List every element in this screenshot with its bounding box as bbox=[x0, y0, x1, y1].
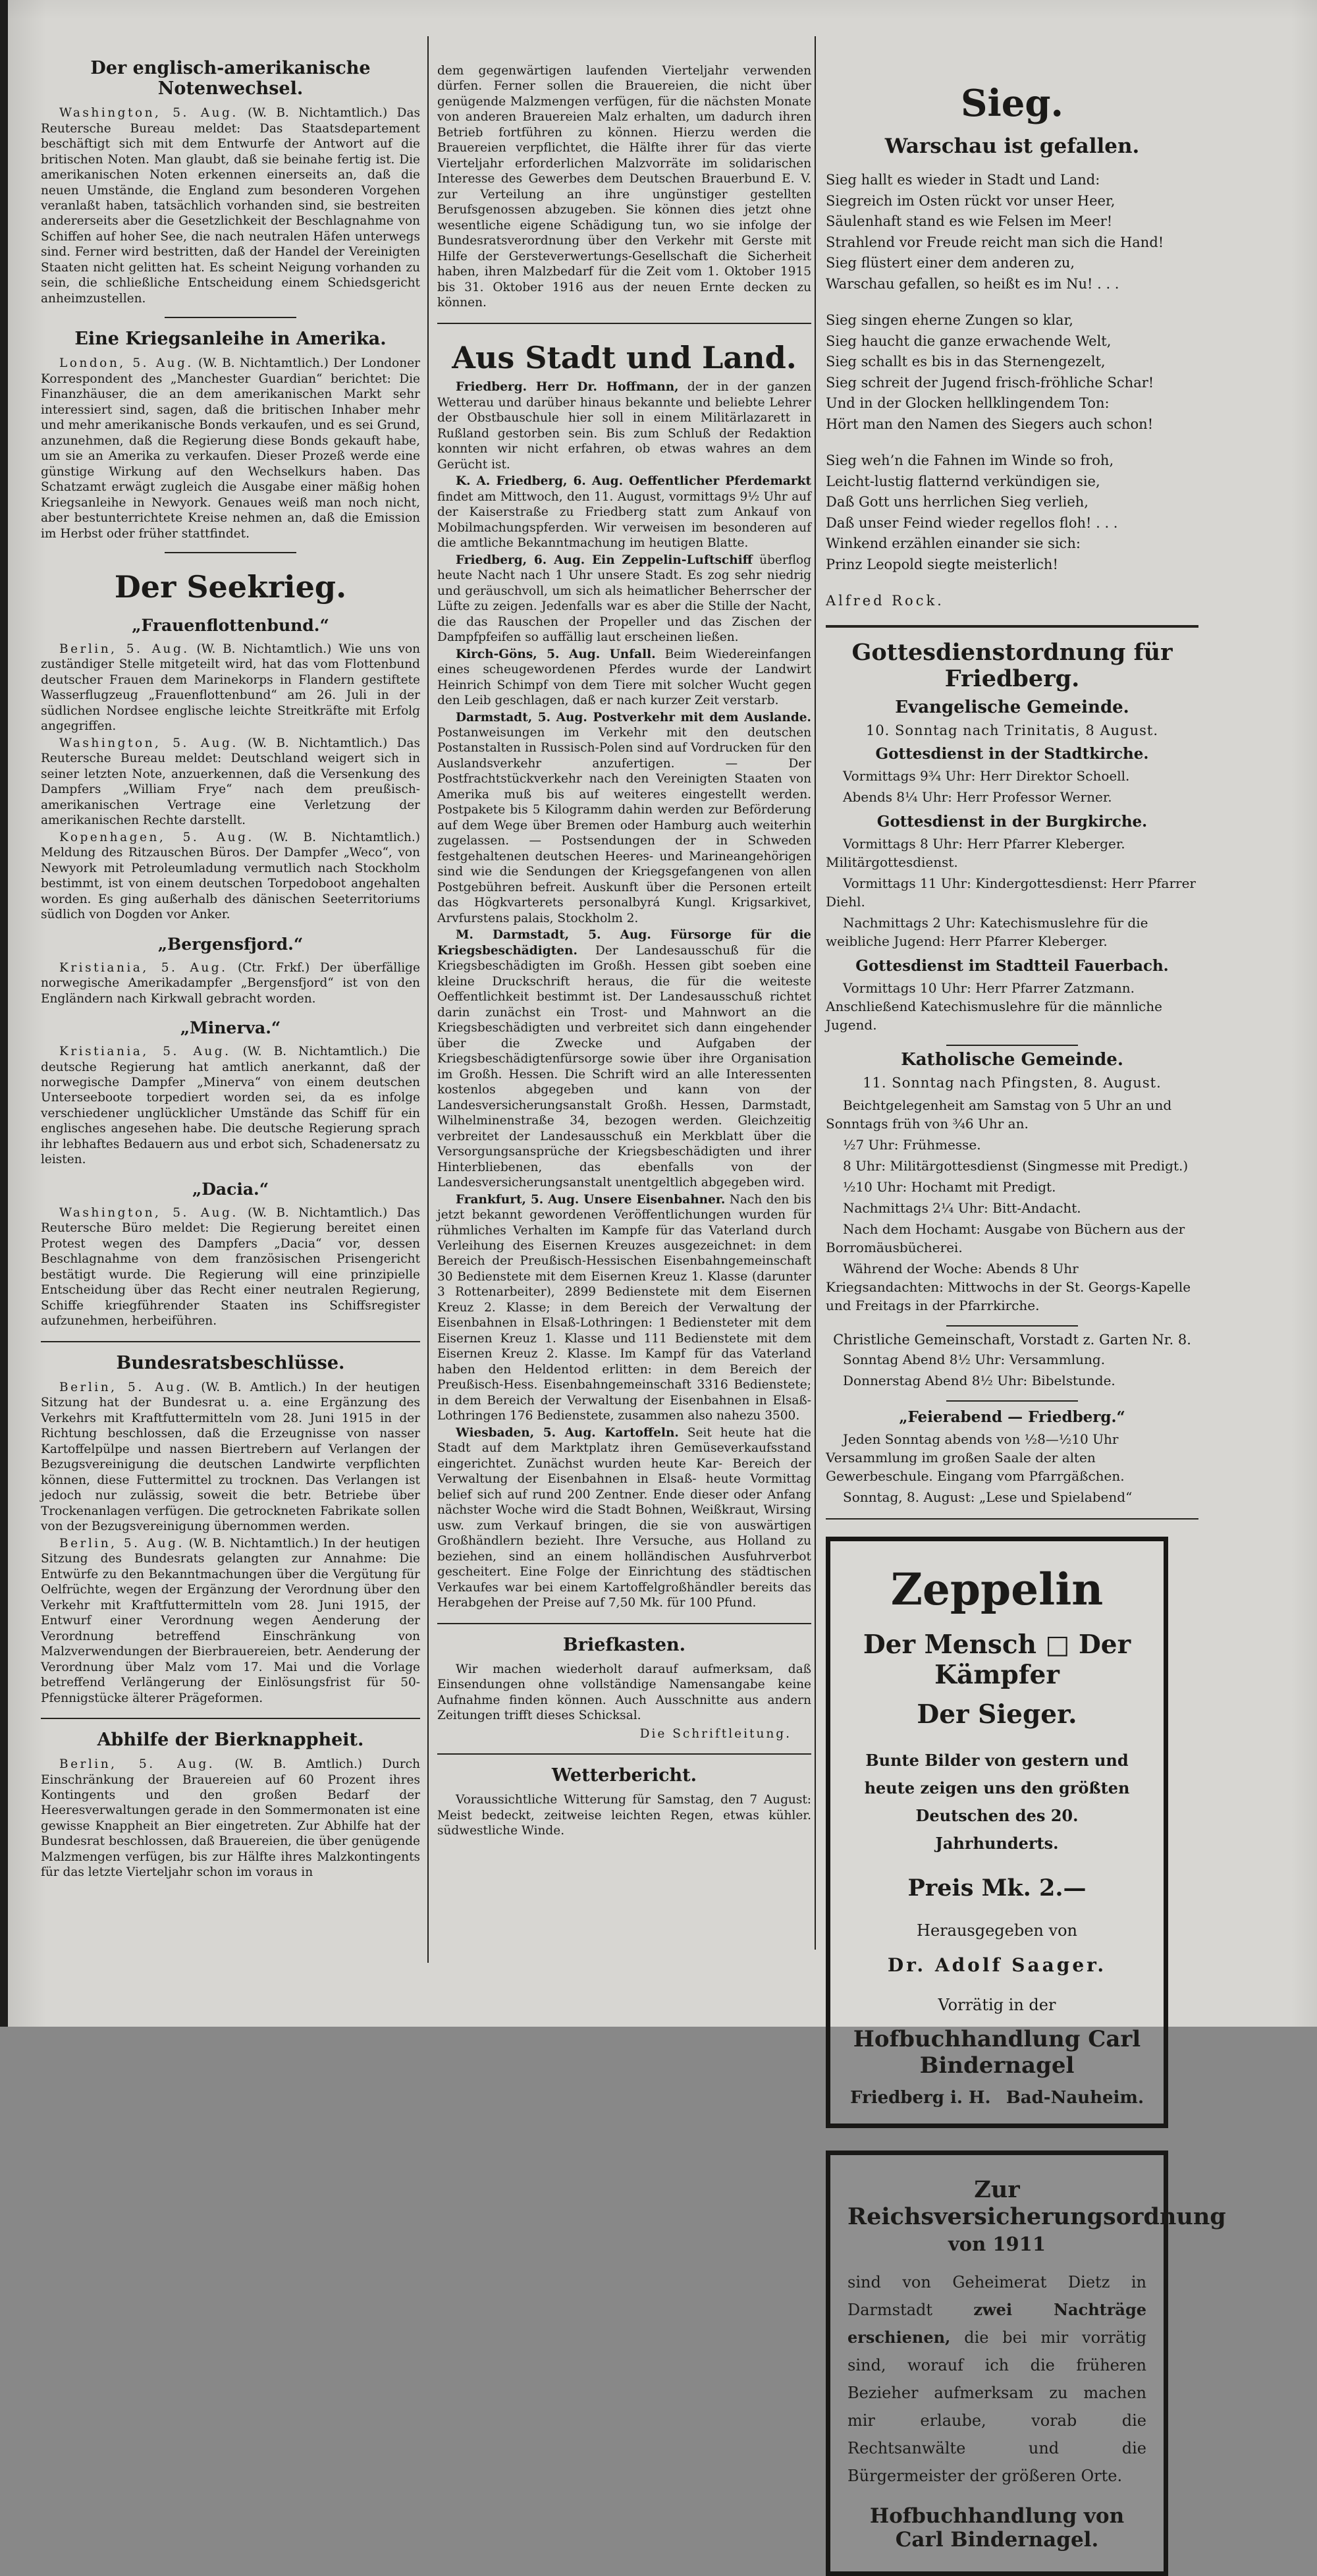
separator-rule bbox=[437, 323, 811, 324]
poem-line: Strahlend vor Freude reicht man sich die Hand! bbox=[826, 234, 1164, 250]
paragraph-text: (W. B. Nichtamtlich.) Wie uns von zuständiger Stelle mitgeteilt wird, hat das vom Flottenbund deutscher Frauen dem Marinekorps in Flandern gestiftete Wasserflugzeug „Frauenflottenbund“ am 26. Juli in der südlichen Nordsee englische leichte Streitkräfte mit Erfolg angegriffen. bbox=[41, 642, 420, 734]
separator-rule bbox=[165, 317, 296, 318]
dateline: Kristiania, 5. Aug. bbox=[59, 1045, 231, 1059]
sub-heading: Gottesdienst in der Burgkirche. bbox=[876, 813, 1148, 831]
article-paragraph bbox=[41, 642, 420, 734]
paragraph-text: (W. B. Amtlich.) Durch Einschränkung der Brauereien auf 60 Prozent ihres Kontingents und den großen Bedarf der Heeresverwaltungen gerade in den Sommermonaten ist eine gewisse Knappheit an Bier eingetreten. Zur Abhilfe hat der Bundesrat beschlossen, daß Brauereien, die über genügende Malzmengen verfügen, bis zur Hälfte ihres Malzkontingents für das letzte Vierteljahr schon im voraus in bbox=[41, 1757, 420, 1880]
ad-author: Dr. Adolf Saager. bbox=[887, 1954, 1107, 1976]
bold-lead: Darmstadt, 5. Aug. Postverkehr mit dem Auslande. bbox=[456, 710, 811, 725]
article-paragraph bbox=[437, 1425, 811, 1611]
article-paragraph bbox=[41, 830, 420, 923]
community-line: Christliche Gemeinschaft, Vorstadt z. Garten Nr. 8. bbox=[833, 1332, 1191, 1348]
poem-subtitle: Warschau ist gefallen. bbox=[884, 134, 1140, 158]
sub-heading: „Dacia.“ bbox=[192, 1179, 269, 1199]
article-paragraph: Voraussichtliche Witterung für Samstag, den 7 August: Meist bedeckt, zeitweise leichten Regen, etwas kühler. südwestliche Winde. bbox=[437, 1793, 811, 1838]
separator-rule bbox=[946, 1325, 1078, 1327]
section-heading: Aus Stadt und Land. bbox=[452, 339, 797, 375]
ad-zeppelin-book bbox=[826, 1537, 1168, 2128]
dateline: Washington, 5. Aug. bbox=[59, 736, 238, 750]
separator-rule bbox=[826, 1518, 1198, 1520]
article-heading: Briefkasten. bbox=[562, 1634, 686, 1655]
paragraph-text: Beim Wiedereinfangen eines scheugewordenen Pferdes wurde der Landwirt Heinrich Schimpf von dem Tiere mit solcher Wucht gegen den Leib geschlagen, daß er nach kurzer Zeit verstarb. bbox=[437, 647, 811, 708]
paragraph-text: (W. B. Nichtamtlich.) Das Reutersche Bureau meldet: Deutschland weigert sich in seiner letzten Note, anzuerkennen, daß die Versenkung des Dampfers „William Frye“ nach dem preußisch-amerikanischen Vertrage eine Verletzung der amerikanischen Rechte darstellt. bbox=[41, 736, 420, 828]
separator-rule bbox=[946, 1400, 1078, 1402]
signature: Die Schriftleitung. bbox=[639, 1726, 792, 1741]
paragraph-text: (W. B. Amtlich.) In der heutigen Sitzung hat der Bundesrat u. a. eine Ergänzung des Verkehrs mit Kraftfuttermitteln vom 28. Juni 1915 in der Richtung beschlossen, daß die Erzeugnisse von nasser Kartoffelpülpe und nassen Biertrebern auf Verlangen der Bezugsvereinigung die deutschen Landwirte verpflichten können, diese Futtermittel zu trocknen. Das Verlangen ist jedoch nur zulässig, soweit die betr. Betriebe über Trockenanlagen verfügen. Die getrockneten Fabrikate sollen von der Bezugsvereinigung übernommen werden. bbox=[41, 1380, 420, 1534]
service-line: Vormittags 8 Uhr: Herr Pfarrer Kleberger. Militärgottesdienst. bbox=[826, 836, 1125, 870]
poem-stanza bbox=[826, 310, 1198, 435]
sub-heading: „Minerva.“ bbox=[180, 1018, 281, 1038]
ad-location: Friedberg i. H. bbox=[850, 2088, 991, 2108]
article-paragraph bbox=[437, 710, 811, 927]
poem-line: Sieg schallt es bis in das Sternengezelt, bbox=[826, 354, 1106, 370]
column-divider-left bbox=[427, 36, 429, 1963]
service-line: ½10 Uhr: Hochamt mit Predigt. bbox=[843, 1179, 1056, 1195]
ad-title: Zur Reichsversicherungsordnung bbox=[847, 2176, 1226, 2230]
article-paragraph bbox=[437, 474, 811, 551]
ad-reichsversicherung bbox=[826, 2151, 1226, 2576]
victory-poem bbox=[826, 82, 1198, 612]
service-line: ½7 Uhr: Frühmesse. bbox=[843, 1137, 981, 1153]
continuation-paragraph: dem gegenwärtigen laufenden Vierteljahr verwenden dürfen. Ferner sollen die Brauereien, die nicht über genügende Malzmengen verfügen, für die nächsten Monate von anderen Brauereien Malz erhalten, um dadurch ihren Betrieb fortführen zu können. Hierzu werden die Brauereien verpflichtet, die Hälfte ihrer für das vierte Vierteljahr erforderlichen Malzvorräte im solidarischen Interesse des Gewerbes dem Deutschen Brauerbund E. V. zur Verteilung an ihre ungünstiger gestellten Berufsgenossen abzugeben. Sie können dies jetzt ohne wesentliche eigene Schädigung tun, wo sie infolge der Bundesratsverordnung über den Verkehr mit Gerste mit Hilfe der Gersteverwertungs-Gesellschaft die Sicherheit haben, ihren Malzbedarf für die Zeit vom 1. Oktober 1915 bis 31. Oktober 1916 aus der neuen Ernte decken zu können. bbox=[437, 64, 811, 310]
ad-title: Zeppelin bbox=[890, 1564, 1104, 1615]
article-heading: Wetterbericht. bbox=[551, 1765, 697, 1786]
article-heading: Abhilfe der Bierknappheit. bbox=[97, 1729, 364, 1750]
article-paragraph bbox=[41, 1380, 420, 1535]
dateline: Berlin, 5. Aug. bbox=[59, 642, 190, 656]
poem-line: Leicht-lustig flatternd verkündigen sie, bbox=[826, 473, 1100, 489]
service-line: Während der Woche: Abends 8 Uhr Kriegsandachten: Mittwochs in der St. Georgs-Kapelle und Freitags in der Pfarrkirche. bbox=[826, 1261, 1191, 1313]
bold-lead: Frankfurt, 5. Aug. Unsere Eisenbahner. bbox=[456, 1192, 726, 1207]
article-paragraph bbox=[437, 553, 811, 645]
ad-shop-name: Hofbuchhandlung Carl Bindernagel bbox=[853, 2026, 1141, 2079]
community-line: Jeden Sonntag abends von ½8—½10 Uhr Versammlung im großen Saale der alten Gewerbeschule. Eingang vom Pfarrgäßchen. bbox=[826, 1431, 1125, 1484]
paragraph-text: (Ctr. Frkf.) Der überfällige norwegische Amerikadampfer „Bergensfjord“ ist von den Engländern nach Kirkwall gebracht worden. bbox=[41, 960, 420, 1006]
community-line: Donnerstag Abend 8½ Uhr: Bibelstunde. bbox=[843, 1373, 1115, 1388]
paragraph-text: (W. B. Nichtamtlich.) Das Reutersche Bureau meldet: Das Staatsdepartement beschäftigt sich mit dem Entwurfe der Antwort auf die britischen Noten. Man glaubt, daß sie beinahe fertig ist. Die amerikanischen Noten erkennen einerseits an, daß die neuen Umstände, die England zum besonderen Vorgehen veranlaßt haben, tatsächlich vorhanden sind, sie bestreiten andererseits aber die Gesetzlichkeit der Beschlagnahme von Schiffen auf hoher See, die nach neutralen Häfen unterwegs sind. Ferner wird bestritten, daß der Handel der Vereinigten Staaten nicht gelitten hat. Es scheint Neigung vorhanden zu sein, die schließliche Entscheidung einem Schiedsgericht anheimzustellen. bbox=[41, 106, 420, 306]
article-paragraph bbox=[41, 1205, 420, 1329]
service-line: Nachmittags 2¼ Uhr: Bitt-Andacht. bbox=[843, 1200, 1081, 1216]
article-heading: Der englisch-amerikanische Notenwechsel. bbox=[90, 58, 371, 99]
dateline: Washington, 5. Aug. bbox=[59, 1205, 238, 1220]
poem-line: Sieg haucht die ganze erwachende Welt, bbox=[826, 333, 1112, 349]
ad-body-text: sind von Geheimerat Dietz in Darmstadt bbox=[847, 2273, 1146, 2319]
ad-shop-name: Hofbuchhandlung von Carl Bindernagel. bbox=[869, 2504, 1125, 2552]
sub-heading: „Frauenflottenbund.“ bbox=[132, 615, 329, 635]
ad-availability: Vorrätig in der bbox=[938, 1996, 1056, 2014]
poem-line: Daß Gott uns herrlichen Sieg verlieh, bbox=[826, 494, 1089, 510]
separator-rule bbox=[437, 1623, 811, 1624]
dateline: Kopenhagen, 5. Aug. bbox=[59, 830, 254, 844]
service-line: Nach dem Hochamt: Ausgabe von Büchern aus der Borromäusbücherei. bbox=[826, 1221, 1185, 1255]
separator-rule bbox=[946, 1045, 1078, 1046]
service-line: Vormittags 10 Uhr: Herr Pfarrer Zatzmann. Anschließend Katechismuslehre für die männliche Jugend. bbox=[826, 980, 1162, 1033]
paragraph-text: Der Landesausschuß für die Kriegsbeschädigten im Großh. Hessen gibt soeben eine kleine Druckschrift heraus, die für die weiteste Oeffentlichkeit bestimmt ist. Der Landesausschuß richtet darin zunächst ein Trost- und Mahnwort an die Kriegsbeschädigten und verbreitet sich dann eingehender über die Zwecke und Aufgaben der Kriegsbeschädigtenfürsorge sowie über ihre Organisation im Großh. Hessen. Die Schrift wird an alle Interessenten kostenlos abgegeben und kann von der Landesversicherungsanstalt Großh. Hessen, Darmstadt, Wilhelminenstraße 34, bezogen werden. Gleichzeitig verbreitet der Landesausschuß ein Merkblatt über die Versorgungsansprüche der Kriegsbeschädigten und ihrer Hinterbliebenen, das ebenfalls von der Landesversicherungsanstalt unentgeltlich abgegeben wird. bbox=[437, 943, 811, 1190]
paragraph-text: überflog heute Nacht nach 1 Uhr unsere Stadt. Es zog sehr niedrig und geräuschvoll, um sich als heimatlicher Beherrscher der Lüfte zu zeigen. Jedenfalls war es aber die Stille der Nacht, die das Rauschen der Propeller und das Zischen der Dampfpfeifen so auffällig laut erscheinen ließen. bbox=[437, 553, 811, 645]
article-heading: Eine Kriegsanleihe in Amerika. bbox=[74, 329, 387, 350]
paragraph-text: (W. B. Nichtamtlich.) Das Reutersche Büro meldet: Die Regierung bereitet einen Protest wegen des Dampfers „Dacia“ vor, dessen Beschlagnahme von dem französischen Prisengericht bestätigt wurde. Die Regierung will eine prinzipielle Entscheidung über das Recht einer neutralen Regierung, Schiffe kriegführender Staaten ins Schiffsregister aufzunehmen, herbeiführen. bbox=[41, 1205, 420, 1329]
dateline: London, 5. Aug. bbox=[59, 356, 194, 371]
dateline: Berlin, 5. Aug. bbox=[59, 1380, 193, 1394]
poem-line: Sieg weh’n die Fahnen im Winde so froh, bbox=[826, 452, 1114, 468]
poem-stanza bbox=[826, 170, 1198, 294]
ad-publisher-label: Herausgegeben von bbox=[917, 1921, 1077, 1940]
article-paragraph bbox=[437, 647, 811, 709]
poem-title: Sieg. bbox=[961, 82, 1063, 125]
poem-line: Sieg schreit der Jugend frisch-fröhliche Schar! bbox=[826, 374, 1154, 391]
sub-heading: Gottesdienst in der Stadtkirche. bbox=[875, 745, 1149, 763]
ad-location: Bad-Nauheim. bbox=[1006, 2088, 1144, 2108]
separator-rule bbox=[41, 1341, 420, 1342]
schedule-date: 10. Sonntag nach Trinitatis, 8 August. bbox=[865, 723, 1159, 738]
poem-line: Winkend erzählen einander sie sich: bbox=[826, 535, 1081, 551]
poem-line: Prinz Leopold siegte meisterlich! bbox=[826, 556, 1058, 572]
sub-heading: „Bergensfjord.“ bbox=[157, 934, 304, 954]
article-paragraph bbox=[41, 960, 420, 1006]
article-paragraph bbox=[437, 927, 811, 1190]
sub-heading: Gottesdienst im Stadtteil Fauerbach. bbox=[855, 957, 1169, 975]
ad-locations bbox=[847, 2088, 1146, 2108]
paragraph-text: (W. B. Nichtamtlich.) Meldung des Ritzauschen Büros. Der Dampfer „Weco“, von Newyork mit Petroleumladung vermutlich nach Stockholm bestimmt, ist von einem deutschen Torpedoboot angehalten worden. Es ging außerhalb des dänischen Seeterritoriums südlich von Dogden vor Anker. bbox=[41, 830, 420, 922]
dateline: Berlin, 5. Aug. bbox=[59, 1536, 184, 1550]
article-paragraph bbox=[41, 356, 420, 541]
paragraph-text: der in der ganzen Wetterau und darüber hinaus bekannte und beliebte Lehrer der Obstbauschule hier soll in einem Militärlazarett in Rußland gestorben sein. Bis zum Schluß der Redaktion konnten wir nicht erfahren, ob etwas wahres an dem Gerücht ist. bbox=[437, 380, 812, 472]
poem-line: Daß unser Feind wieder regellos floh! . . . bbox=[826, 514, 1118, 531]
article-paragraph bbox=[41, 1536, 420, 1706]
paragraph-text: (W. B. Nichtamtlich.) In der heutigen Sitzung des Bundesrats gelangten zur Annahme: Die Entwürfe zu den Bekanntmachungen über die Vergütung für Oelfrüchte, wegen der Ergänzung der Verordnung über den Verkehr mit Kraftfuttermitteln vom 28. Juni 1915, der Entwurf einer Verordnung wegen Aenderung der Verordnung betreffend Einschränkung von Malzverwendungen der Bierbrauereien, betr. Aenderung der Verordnung über Malz vom 17. Mai und die Vorlage betreffend Verlängerung der Einlösungsfrist für 50-Pfennigstücke älterer Prägeformen. bbox=[41, 1536, 420, 1705]
ad-body bbox=[847, 2268, 1146, 2490]
separator-rule bbox=[826, 625, 1198, 628]
community-line: Sonntag Abend 8½ Uhr: Versammlung. bbox=[843, 1352, 1106, 1367]
poem-stanza bbox=[826, 451, 1198, 575]
ad-body-text: die bei mir vorrätig sind, worauf ich die früheren Bezieher aufmerksam zu machen mir erlaube, vorab die Rechtsanwälte und die Bürgermeister der größeren Orte. bbox=[847, 2328, 1146, 2485]
bold-lead: K. A. Friedberg, 6. Aug. Oeffentlicher Pferdemarkt bbox=[456, 474, 811, 489]
paragraph-text: (W. B. Nichtamtlich.) Die deutsche Regierung hat amtlich anerkannt, daß der norwegische Dampfer „Minerva“ von einem deutschen Unterseeboote torpediert worden sei, da es infolge verschiedener unglücklicher Umstände das Schiff für ein englisches angesehen habe. Die deutsche Regierung sprach ihr lebhaftes Bedauern aus und erbot sich, Schadenersatz zu leisten. bbox=[41, 1045, 420, 1167]
service-line: Abends 8¼ Uhr: Herr Professor Werner. bbox=[843, 789, 1112, 805]
article-paragraph: Wir machen wiederholt darauf aufmerksam, daß Einsendungen ohne vollständige Namensangabe keine Aufnahme finden können. Auch Ausschnitte aus andern Zeitungen trifft dieses Schicksal. bbox=[437, 1662, 811, 1723]
column-divider-right bbox=[815, 36, 816, 1950]
article-paragraph bbox=[41, 736, 420, 829]
service-line: Vormittags 9¾ Uhr: Herr Direktor Schoell. bbox=[843, 768, 1130, 784]
column-right bbox=[826, 78, 1226, 2576]
bold-lead: Friedberg. Herr Dr. Hoffmann, bbox=[456, 380, 679, 395]
paragraph-text: Nach den bis jetzt bekannt gewordenen Veröffentlichungen wurden für rühmliches Verhalten im Kampfe für das Vaterland durch Verleihung des Eisernen Kreuzes ausgezeichnet: in dem Bereich der Preußisch-Hessischen Eisenbahngemeinschaft 30 Bedienstete mit dem Eisernen Kreuz 1. Klasse (darunter 3 Rottenarbeiter), 2899 Bedienstete mit dem Eisernen Kreuz 2. Klasse; in dem Bereich der Verwaltung der Eisenbahnen in Elsaß-Lothringen: 1 Bediensteter mit dem Eisernen Kreuz 1. Klasse und 111 Bedienstete mit dem Eisernen Kreuz 2. Klasse. Im Kampf für das Vaterland haben den Heldentod erlitten: in dem Bereich der Preußisch-Hess. Eisenbahngemeinschaft 3316 Bedienstete; in dem Bereich der Verwaltung der Eisenbahnen in Elsaß-Lothringen 176 Bedienstete, zusammen also nahezu 3500. bbox=[437, 1192, 811, 1423]
article-heading: Bundesratsbeschlüsse. bbox=[116, 1352, 345, 1373]
article-paragraph bbox=[41, 1044, 420, 1168]
column-left bbox=[41, 58, 420, 1882]
bold-lead: Kirch-Göns, 5. Aug. Unfall. bbox=[456, 647, 656, 661]
ad-body: Bunte Bilder von gestern und heute zeigen uns den größten Deutschen des 20. Jahrhunderts. bbox=[864, 1751, 1130, 1853]
poem-line: Sieg hallt es wieder in Stadt und Land: bbox=[826, 172, 1100, 188]
service-line: Vormittags 11 Uhr: Kindergottesdienst: Herr Pfarrer Diehl. bbox=[826, 875, 1196, 910]
bold-lead: Friedberg, 6. Aug. Ein Zeppelin-Luftschiff bbox=[456, 553, 753, 567]
church-schedule-heading: Gottesdienstordnung für Friedberg. bbox=[851, 638, 1173, 692]
separator-rule bbox=[165, 552, 296, 553]
poem-line: Warschau gefallen, so heißt es im Nu! . . . bbox=[826, 275, 1119, 292]
ad-subtitle: Der Sieger. bbox=[917, 1699, 1077, 1730]
poem-line: Sieg flüstert einer dem anderen zu, bbox=[826, 255, 1075, 271]
sub-heading: Katholische Gemeinde. bbox=[901, 1050, 1123, 1070]
poem-line: Säulenhaft stand es wie Felsen im Meer! bbox=[826, 213, 1113, 229]
separator-rule bbox=[41, 1718, 420, 1719]
dateline: Washington, 5. Aug. bbox=[59, 106, 238, 121]
poem-line: Und in der Glocken hellklingendem Ton: bbox=[826, 395, 1110, 411]
bold-lead: Wiesbaden, 5. Aug. Kartoffeln. bbox=[456, 1425, 679, 1440]
section-heading: Der Seekrieg. bbox=[114, 569, 347, 605]
bold-lead: M. Darmstadt, 5. Aug. Fürsorge für die Kriegsbeschädigten. bbox=[437, 928, 811, 958]
sub-heading: „Feierabend — Friedberg.“ bbox=[899, 1408, 1125, 1426]
ad-bold-text: zwei Nachträge erschienen, bbox=[847, 2300, 1146, 2347]
article-paragraph bbox=[437, 379, 811, 472]
article-paragraph bbox=[41, 105, 420, 306]
service-line: Nachmittags 2 Uhr: Katechismuslehre für die weibliche Jugend: Herr Pfarrer Kleberger. bbox=[826, 915, 1148, 949]
article-paragraph bbox=[41, 1757, 420, 1880]
paragraph-text: findet am Mittwoch, den 11. August, vormittags 9½ Uhr auf der Kaiserstraße zu Friedberg statt zum Ankauf von Mobilmachungspferden. Wir verweisen im besonderen auf die amtliche Bekanntmachung im heutigen Blatte. bbox=[437, 489, 811, 551]
ad-subtitle: von 1911 bbox=[948, 2233, 1046, 2255]
paragraph-text: Postanweisungen im Verkehr mit den deutschen Postanstalten in Russisch-Polen sind auf Vordrucken für den Auslandsverkehr anzufertigen. — Der Postfrachtstückverkehr nach den Vereinigten Staaten von Amerika muß bis auf weiteres eingestellt werden. Postpakete bis 5 Kilogramm dahin werden zur Beförderung auf dem Wege über Bremen oder Hamburg auch weiterhin zugelassen. — Postsendungen der in Schweden festgehaltenen deutschen Heeres- und Marineangehörigen sind wie die Sendungen der Kriegsgefangenen von allen Postgebühren befreit. Auskunft über die Personen erteilt das Högkvarterets personalbyrá Kungl. Krigsarkivet, Arvfurstens palais, Stockholm 2. bbox=[437, 726, 811, 925]
scan-edge bbox=[0, 0, 8, 2027]
service-line: 8 Uhr: Militärgottesdienst (Singmesse mit Predigt.) bbox=[843, 1158, 1189, 1174]
schedule-date: 11. Sonntag nach Pfingsten, 8. August. bbox=[863, 1075, 1162, 1091]
sub-heading: Evangelische Gemeinde. bbox=[895, 698, 1129, 717]
dateline: Berlin, 5. Aug. bbox=[59, 1757, 215, 1772]
ad-price: Preis Mk. 2.— bbox=[907, 1875, 1087, 1902]
column-middle bbox=[437, 63, 811, 1840]
poem-line: Sieg singen eherne Zungen so klar, bbox=[826, 312, 1073, 328]
service-line: Beichtgelegenheit am Samstag von 5 Uhr an und Sonntags früh von ¾6 Uhr an. bbox=[826, 1097, 1172, 1132]
separator-rule bbox=[437, 1753, 811, 1755]
paragraph-text: (W. B. Nichtamtlich.) Der Londoner Korrespondent des „Manchester Guardian“ berichtet: Die Finanzhäuser, die an dem amerikanischen Markt sehr interessiert sind, sagen, daß die britischen Inhaber mehr und mehr amerikanische Bonds verkaufen, und es sei Grund, anzunehmen, daß die Regierung diese Bonds gekauft habe, um sie an Amerika zu verkaufen. Dieser Prozeß werde eine günstige Wirkung auf den Wechselkurs haben. Das Schatzamt erwägt zugleich die Ausgabe einer mäßig hohen Kriegsanleihe in Newyork. Genaues weiß man noch nicht, aber bestunterrichtete Kreise nehmen an, daß die Emission im Herbst oder früher stattfindet. bbox=[41, 356, 420, 541]
article-paragraph bbox=[437, 1192, 811, 1424]
poem-line: Hört man den Namen des Siegers auch schon! bbox=[826, 416, 1154, 432]
paragraph-text: Seit heute hat die Stadt auf dem Marktplatz ihren Gemüseverkaufsstand eingerichtet. Zunächst wurden heute Kar- Bereich der Verwaltung der Eisenbahnen in Elsaß- heute Vormittag belief sich auf rund 200 Zentner. Ende dieser oder Anfang nächster Woche wird die Stadt Bohnen, Weißkraut, Wirsing usw. zum Verkauf bringen, die sie von auswärtigen Großhändlern bezieht. Ihre Versuche, aus Holland zu beziehen, sind an einem holländischen Ausfuhrverbot gescheitert. Eine Folge der Einrichtung des städtischen Verkaufes war bei einem Kartoffelgroßhändler bereits das Herabgehen der Preise auf 7,50 Mk. für 100 Pfund. bbox=[437, 1425, 811, 1610]
dateline: Kristiania, 5. Aug. bbox=[59, 960, 228, 975]
ad-subtitle: Der Mensch □ Der Kämpfer bbox=[863, 1630, 1131, 1690]
poem-line: Siegreich im Osten rückt vor unser Heer, bbox=[826, 192, 1115, 209]
poem-author: Alfred Rock. bbox=[826, 593, 944, 609]
community-line: Sonntag, 8. August: „Lese und Spielabend“ bbox=[843, 1489, 1133, 1505]
